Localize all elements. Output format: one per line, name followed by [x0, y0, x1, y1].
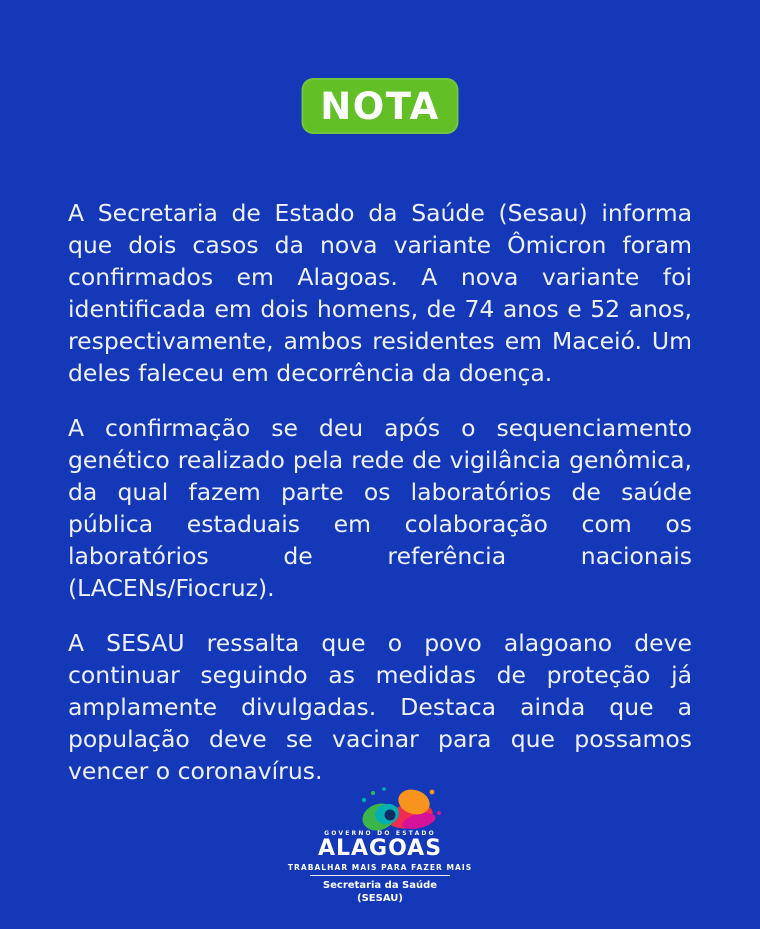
department-acronym: (SESAU) — [357, 893, 403, 904]
footer-logo — [260, 785, 500, 906]
government-label: GOVERNO DO ESTADO — [324, 829, 436, 837]
note-body — [68, 197, 692, 787]
nota-badge — [302, 78, 459, 134]
state-slogan: TRABALHAR MAIS PARA FAZER MAIS — [287, 862, 473, 872]
nota-badge-label: NOTA — [320, 84, 440, 128]
note-paragraph-3: A SESAU ressalta que o povo alagoano deve continuar seguindo as medidas de proteção já amplamente divulgadas. Destaca ainda que a população deve se vacinar para que possamos vencer o coronavírus. — [68, 629, 692, 785]
divider — [310, 875, 450, 877]
alagoas-splash-logo-icon — [353, 785, 445, 835]
note-paragraph-2: A confirmação se deu após o sequenciamento genético realizado pela rede de vigilância genômica, da qual fazem parte os laboratórios de saúde pública estaduais em colaboração com os laboratórios de referência nacionais (LACENs/Fiocruz). — [68, 414, 692, 602]
state-name: ALAGOAS — [317, 835, 443, 861]
note-paragraph-1: A Secretaria de Estado da Saúde (Sesau) informa que dois casos da nova variante Ômicron foram confirmados em Alagoas. A nova variante foi identificada em dois homens, de 74 anos e 52 anos, respectivamente, ambos residentes em Maceió. Um deles faleceu em decorrência da doença. — [68, 199, 692, 387]
department-name: Secretaria da Saúde — [322, 880, 438, 891]
